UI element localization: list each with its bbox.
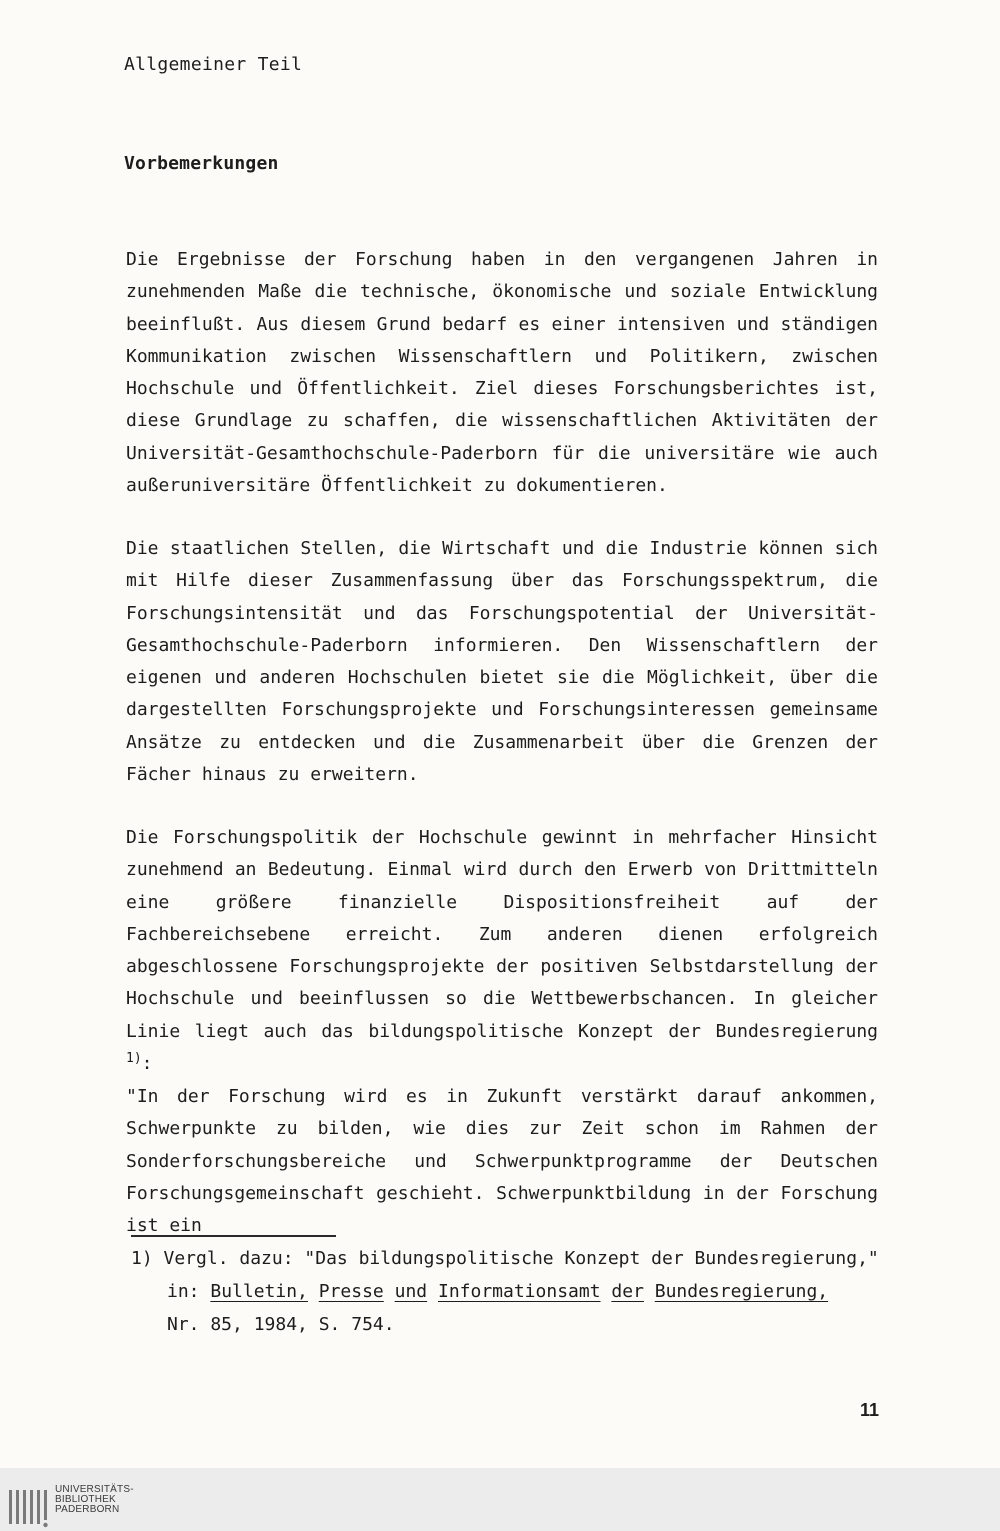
page-number: 11 [860,1400,880,1420]
library-footer-bar [0,1468,1000,1531]
paragraph-2: Die staatlichen Stellen, die Wirtschaft und die Industrie können sich mit Hilfe dieser Zusammenfassung über das Forschungsspektrum, die Forschungsintensität und das Forschungspotential der Universität-Gesamthochschule-Paderborn informieren. Den Wissenschaftlern der eigenen und anderen Hochschulen bietet sie die Möglichkeit, über die dargestellten Forschungsprojekte und Forschungsinteressen gemeinsame Ansätze zu entdecken und die Zusammenarbeit über die Grenzen der Fächer hinaus zu erweitern. [126,538,878,786]
footnote-source-word: Informationsamt [437,1281,601,1302]
footnote-reference[interactable]: 1) [126,1051,142,1067]
paragraph-1: Die Ergebnisse der Forschung haben in den vergangenen Jahren in zunehmenden Maße die technische, ökonomische und soziale Entwicklung beeinflußt. Aus diesem Grund bedarf es einer intensiven und ständigen Kommunikation zwischen Wissenschaftlern und Politikern, zwischen Hochschule und Öffentlichkeit. Ziel dieses Forschungsberichtes ist, diese Grundlage zu schaffen, die wissenschaftlichen Aktivitäten der Universität-Gesamthochschule-Paderborn für die universitäre wie auch außeruniversitäre Öffentlichkeit zu dokumentieren. [126,249,878,497]
footnote-line-2 [131,1275,891,1308]
section-title: Vorbemerkungen [124,153,279,174]
paragraph-3-colon: : [141,1053,153,1075]
paragraph-3-text: Die Forschungspolitik der Hochschule gewinnt in mehrfacher Hinsicht zunehmend an Bedeutung. Einmal wird durch den Erwerb von Drittmitteln eine größere finanzielle Dispositionsfreiheit auf der Fachbereichsebene erreicht. Zum anderen dienen erfolgreich abgeschlossene Forschungsprojekte der positiven Selbstdarstellung der Hochschule und beeinflussen so die Wettbewerbschancen. In gleicher Linie liegt auch das bildungspolitische Konzept der Bundesregierung [126,827,878,1042]
quotation-paragraph: "In der Forschung wird es in Zukunft verstärkt darauf ankommen, Schwerpunkte zu bilden, wie dies zur Zeit schon im Rahmen der Sonderforschungsbereiche und Schwerpunktprogramme der Deutschen Forschungsgemeinschaft geschieht. Schwerpunktbildung in der Forschung ist ein [126,1086,878,1237]
footnote-in-label: in: [167,1281,200,1302]
running-header: Allgemeiner Teil [124,54,303,75]
footnote [131,1242,891,1341]
footnote-line-1: 1) Vergl. dazu: "Das bildungspolitische Konzept der Bundesregierung," [131,1248,879,1269]
footnote-separator [131,1235,336,1237]
footnote-source-word: Bundesregierung, [654,1281,829,1302]
footnote-source-word: der [611,1281,644,1302]
footnote-source-word: Bulletin, [210,1281,308,1302]
footnote-source-word: und [394,1281,428,1302]
library-name: UNIVERSITÄTS- BIBLIOTHEK PADERBORN [55,1484,134,1515]
footnote-line-3: Nr. 85, 1984, S. 754. [167,1314,395,1335]
footnote-source-word: Presse [318,1281,384,1302]
paragraph-3 [126,822,878,1080]
library-logo-icon [8,1486,52,1528]
